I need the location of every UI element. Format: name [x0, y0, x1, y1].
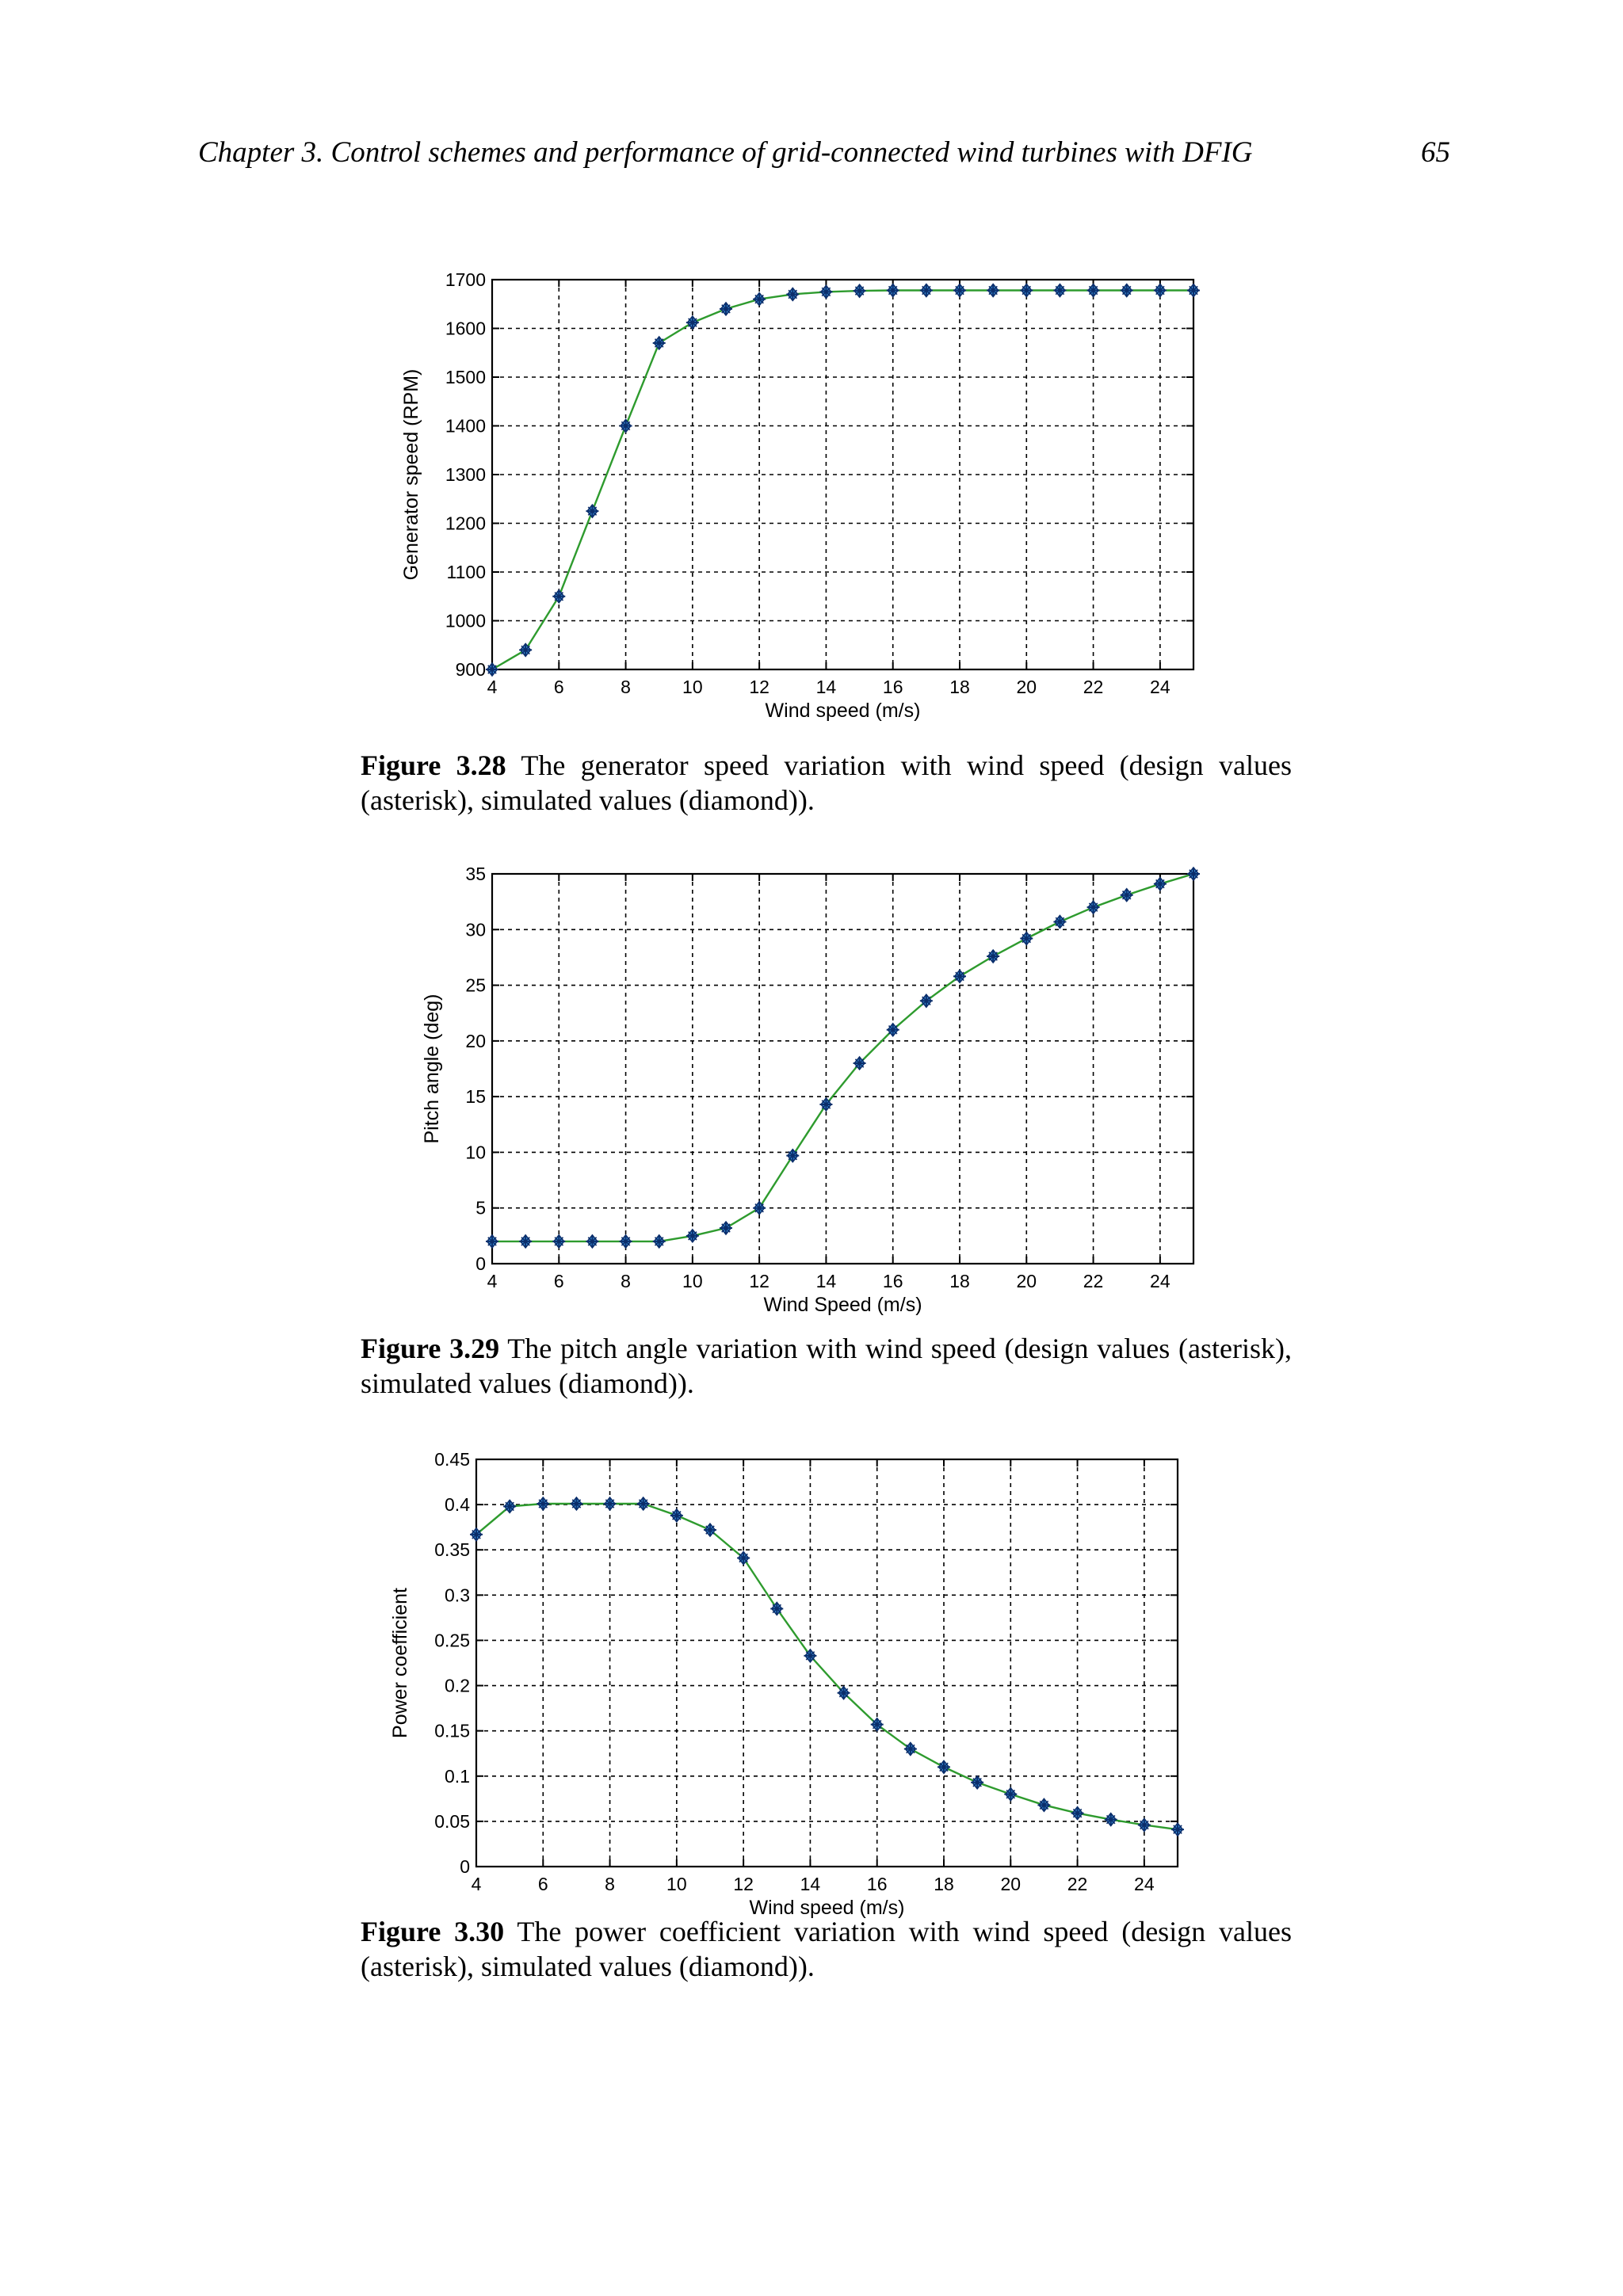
power-coefficient-xtick-label-1: 6: [537, 1874, 548, 1894]
power-coefficient-xtick-label-7: 18: [934, 1874, 954, 1894]
power-coefficient-xtick-label-9: 22: [1067, 1874, 1088, 1894]
power-coefficient-ytick-label-5: 0.25: [434, 1630, 470, 1651]
power-coefficient-design-point-16: [1004, 1788, 1017, 1801]
pitch-angle-xtick-label-10: 24: [1150, 1271, 1170, 1291]
pitch-angle-ytick-label-4: 20: [465, 1030, 486, 1051]
generator-speed-xtick-label-2: 8: [621, 677, 631, 697]
figure-3-29-caption-text: The pitch angle variation with wind speed (design values (asterisk), simulated values (diamond)).: [361, 1333, 1292, 1399]
power-coefficient-design-point-19: [1105, 1814, 1117, 1826]
figure-3-29-label: Figure 3.29: [361, 1333, 500, 1364]
pitch-angle-ytick-label-5: 25: [465, 974, 486, 996]
power-coefficient-simulated-markers: [472, 1497, 1183, 1836]
pitch-angle-xtick-label-2: 8: [621, 1271, 631, 1291]
power-coefficient-xtick-label-8: 20: [1000, 1874, 1022, 1894]
power-coefficient-grid: [476, 1459, 1178, 1867]
power-coefficient-axes-box: [476, 1459, 1178, 1867]
power-coefficient-design-point-9: [770, 1602, 783, 1615]
figure-3-30-caption-text: The power coefficient variation with wind speed (design values (asterisk), simulated values (diamond)).: [361, 1916, 1292, 1982]
page-number: 65: [1421, 136, 1450, 169]
running-title: Chapter 3. Control schemes and performance of grid-connected wind turbines with DFIG: [198, 136, 1253, 169]
generator-speed-xtick-label-9: 22: [1083, 677, 1104, 697]
power-coefficient-xtick-label-5: 14: [800, 1874, 821, 1894]
generator-speed-xtick-label-3: 10: [682, 677, 703, 697]
generator-speed-xtick-label-0: 4: [487, 677, 498, 697]
power-coefficient-ytick-label-3: 0.15: [434, 1720, 470, 1741]
generator-speed-ytick-label-5: 1400: [445, 415, 486, 437]
generator-speed-xtick-label-8: 20: [1016, 677, 1037, 697]
power-coefficient-ytick-label-2: 0.1: [445, 1765, 470, 1787]
generator-speed-xtick-label-6: 16: [882, 677, 903, 697]
pitch-angle-ytick-label-2: 10: [465, 1142, 486, 1163]
generator-speed-ytick-label-4: 1300: [445, 464, 486, 485]
figure-3-30-caption: [361, 1914, 1292, 1984]
power-coefficient-ytick-label-1: 0.05: [434, 1810, 470, 1832]
power-coefficient-design-point-5: [637, 1497, 650, 1510]
power-coefficient-design-point-21: [1171, 1823, 1184, 1836]
generator-speed-xtick-label-5: 14: [815, 677, 837, 697]
pitch-angle-ytick-label-0: 0: [475, 1253, 486, 1274]
power-coefficient-xtick-label-6: 16: [866, 1874, 888, 1894]
pitch-angle-xtick-label-0: 4: [487, 1271, 498, 1291]
generator-speed-xtick-label-10: 24: [1150, 677, 1170, 697]
pitch-angle-xtick-label-7: 18: [949, 1271, 970, 1291]
pitch-angle-ytick-label-7: 35: [465, 864, 486, 884]
figure-3-30-label: Figure 3.30: [361, 1916, 505, 1947]
figure-3-28-caption-text: The generator speed variation with wind speed (design values (asterisk), simulated values (diamond)).: [361, 749, 1292, 816]
power-coefficient-design-point-3: [570, 1497, 582, 1510]
pitch-angle-xtick-label-6: 16: [882, 1271, 903, 1291]
generator-speed-xtick-label-1: 6: [553, 677, 564, 697]
pitch-angle-xtick-label-1: 6: [553, 1271, 564, 1291]
generator-speed-ytick-label-3: 1200: [445, 513, 486, 534]
power-coefficient-design-point-4: [604, 1497, 617, 1510]
pitch-angle-ylabel: Pitch angle (deg): [421, 994, 443, 1144]
power-coefficient-xtick-label-3: 10: [666, 1874, 687, 1894]
generator-speed-xlabel: Wind speed (m/s): [765, 700, 921, 722]
pitch-angle-xlabel: Wind Speed (m/s): [763, 1294, 922, 1316]
figure-3-28-label: Figure 3.28: [361, 749, 506, 781]
generator-speed-xtick-label-7: 18: [949, 677, 970, 697]
pitch-angle-ytick-label-1: 5: [475, 1197, 486, 1219]
power-coefficient-design-point-18: [1071, 1807, 1084, 1820]
generator-speed-ytick-label-0: 900: [455, 659, 486, 680]
power-coefficient-design-point-17: [1037, 1798, 1050, 1811]
power-coefficient-ytick-label-8: 0.4: [445, 1494, 470, 1516]
pitch-angle-xtick-label-4: 12: [749, 1271, 769, 1291]
generator-speed-ytick-label-8: 1700: [445, 269, 486, 290]
power-coefficient-ytick-label-9: 0.45: [434, 1449, 470, 1470]
power-coefficient-design-point-6: [670, 1509, 683, 1522]
power-coefficient-ytick-label-0: 0: [460, 1856, 470, 1877]
pitch-angle-ytick-label-3: 15: [465, 1086, 486, 1108]
power-coefficient-design-point-14: [938, 1760, 950, 1773]
power-coefficient-ylabel: Power coefficient: [389, 1588, 411, 1738]
power-coefficient-xtick-label-10: 24: [1134, 1874, 1155, 1894]
pitch-angle-xtick-label-9: 22: [1083, 1271, 1104, 1291]
power-coefficient-series-line-simulated: [476, 1504, 1178, 1829]
power-coefficient-xtick-label-2: 8: [605, 1874, 615, 1894]
power-coefficient-ytick-label-4: 0.2: [445, 1675, 470, 1696]
power-coefficient-design-point-15: [971, 1776, 983, 1789]
pitch-angle-xtick-label-5: 14: [815, 1271, 837, 1291]
generator-speed-xtick-label-4: 12: [749, 677, 769, 697]
power-coefficient-ytick-label-6: 0.3: [445, 1585, 470, 1606]
pitch-angle-xtick-label-3: 10: [682, 1271, 703, 1291]
power-coefficient-xlabel: Wind speed (m/s): [749, 1897, 905, 1919]
power-coefficient-design-point-2: [537, 1497, 549, 1510]
generator-speed-ytick-label-6: 1500: [445, 367, 486, 387]
generator-speed-ytick-label-2: 1100: [446, 562, 486, 582]
power-coefficient-xtick-label-0: 4: [471, 1874, 482, 1894]
power-coefficient-xtick-label-4: 12: [733, 1874, 754, 1894]
power-coefficient-ytick-label-7: 0.35: [434, 1539, 470, 1561]
generator-speed-ytick-label-7: 1600: [445, 318, 486, 339]
generator-speed-ytick-label-1: 1000: [445, 610, 486, 631]
pitch-angle-ytick-label-6: 30: [465, 919, 486, 940]
pitch-angle-xtick-label-8: 20: [1016, 1271, 1037, 1291]
generator-speed-ylabel: Generator speed (RPM): [400, 368, 422, 581]
power-coefficient-design-point-20: [1138, 1818, 1151, 1831]
